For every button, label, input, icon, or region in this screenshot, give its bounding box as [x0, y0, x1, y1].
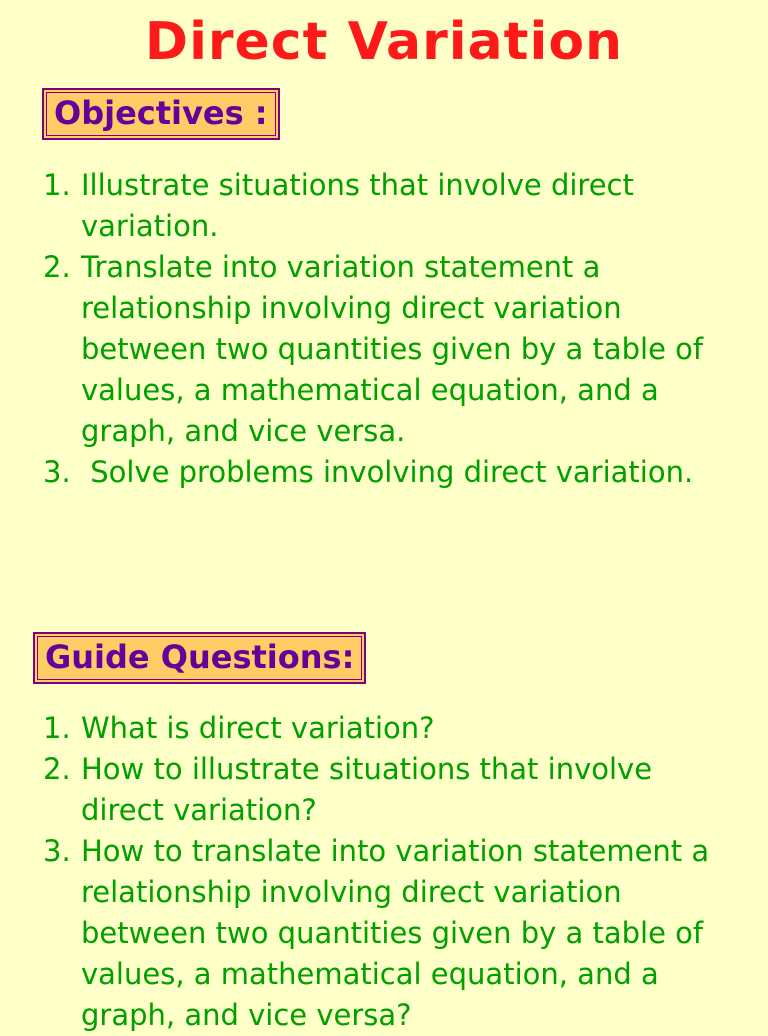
- guide-questions-heading: Guide Questions:: [33, 632, 366, 684]
- list-item-number: 3.: [43, 834, 71, 868]
- list-item-number: 1.: [43, 168, 71, 202]
- list-item-text: Translate into variation statement a relationship involving direct variation between two quantities given by a table of values, a mathematical equation, and a graph, and vice versa.: [81, 250, 704, 448]
- list-item: [43, 165, 723, 247]
- list-item-number: 2.: [43, 752, 71, 786]
- objectives-heading: Objectives :: [42, 88, 280, 140]
- objectives-list: [43, 165, 723, 493]
- list-item-text: Solve problems involving direct variation.: [81, 455, 694, 489]
- list-item: [43, 247, 723, 452]
- guide-questions-list: [43, 708, 733, 1036]
- list-item-number: 2.: [43, 250, 71, 284]
- list-item-text: Illustrate situations that involve direct variation.: [81, 168, 634, 243]
- list-item-text: How to translate into variation statement a relationship involving direct variation between two quantities given by a table of values, a mathematical equation, and a graph, and vice versa?: [81, 834, 710, 1032]
- page-title: Direct Variation: [144, 12, 624, 72]
- list-item: [43, 452, 723, 493]
- list-item: [43, 749, 733, 831]
- list-item-text: How to illustrate situations that involve direct variation?: [81, 752, 653, 827]
- list-item-text: What is direct variation?: [81, 711, 435, 745]
- list-item-number: 1.: [43, 711, 71, 745]
- list-item: [43, 831, 733, 1036]
- list-item: [43, 708, 733, 749]
- list-item-number: 3.: [43, 455, 71, 489]
